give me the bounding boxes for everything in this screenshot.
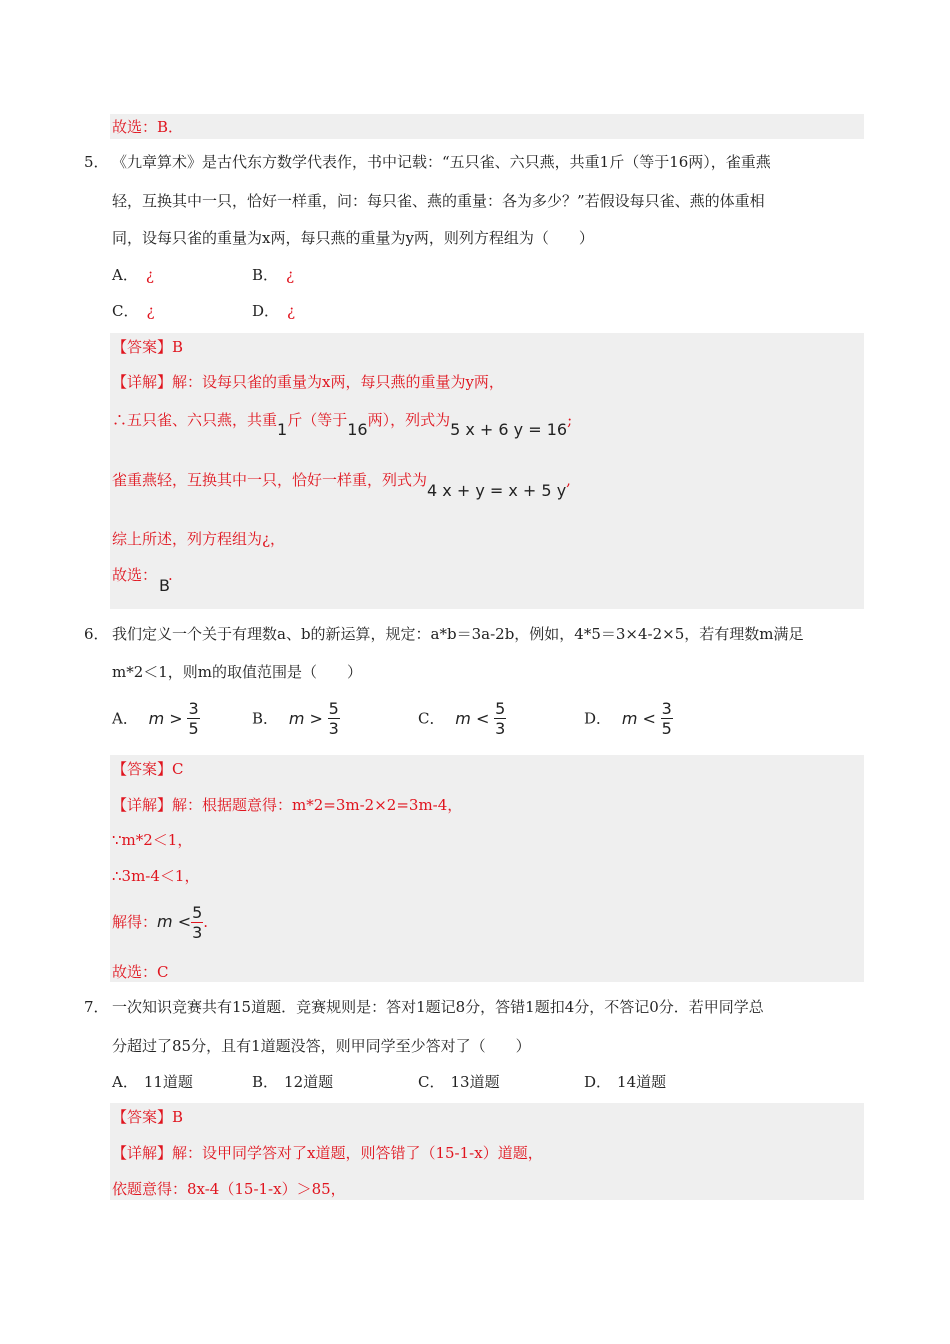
- q5-detail-line4: 综上所述，列方程组为¿，: [112, 530, 286, 548]
- q5-detail-line1: 【详解】解：设每只雀的重量为x两，每只燕的重量为y两，: [112, 373, 504, 391]
- q7-option-b: B． 12道题: [252, 1073, 334, 1091]
- q7-text-line1: 一次知识竞赛共有15道题．竞赛规则是：答对1题记8分，答错1题扣4分，不答记0分．若甲同学总: [112, 998, 764, 1016]
- q6-detail-line2: ∵m*2＜1，: [112, 831, 193, 849]
- q6-detail-line4: 解得：m < $\frac{5}{3}$ .: [112, 902, 209, 942]
- prev-answer-panel: [110, 114, 864, 139]
- q5-option-a: A． ¿: [112, 266, 154, 284]
- q6-text-line1: 我们定义一个关于有理数a、b的新运算，规定：a*b＝3a-2b，例如，4*5＝3×4-2×5，若有理数m满足: [112, 625, 804, 643]
- q6-answer-panel: [110, 755, 864, 982]
- q7-option-d: D． 14道题: [584, 1073, 667, 1091]
- q7-number: 7．: [84, 998, 109, 1016]
- q7-text-line2: 分超过了85分，且有1道题没答，则甲同学至少答对了（ ）: [112, 1037, 531, 1055]
- q5-detail-line3: 雀重燕轻，互换其中一只，恰好一样重，列式为4 x + y = x + 5 y,: [112, 471, 571, 500]
- prev-conclusion: 故选：B．: [112, 118, 184, 136]
- q5-detail-line2: ∴五只雀、六只燕，共重1斤（等于16两），列式为5 x + 6 y = 16;: [112, 411, 573, 439]
- q5-detail-line5: 故选：B.: [112, 566, 173, 595]
- q5-option-d: D． ¿: [252, 302, 296, 320]
- q6-answer: 【答案】C: [112, 760, 184, 778]
- q7-answer: 【答案】B: [112, 1108, 184, 1126]
- q7-option-a: A． 11道题: [112, 1073, 193, 1091]
- q6-option-b: B． m > $\frac{5}{3}$: [252, 699, 339, 738]
- q5-eq2: 4 x + y = x + 5 y: [427, 481, 567, 500]
- q5-answer: 【答案】B: [112, 338, 184, 356]
- q5-option-c: C． ¿: [112, 302, 155, 320]
- q6-option-c: C． m < $\frac{5}{3}$: [418, 699, 506, 738]
- q7-detail-line2: 依题意得：8x-4（15-1-x）＞85，: [112, 1180, 346, 1198]
- q5-text-line2: 轻，互换其中一只，恰好一样重，问：每只雀、燕的重量：各为多少？”若假设每只雀、燕的体重相: [112, 192, 765, 210]
- q7-option-c: C． 13道题: [418, 1073, 500, 1091]
- q5-number: 5．: [84, 153, 109, 171]
- q7-detail-line1: 【详解】解：设甲同学答对了x道题，则答错了（15-1-x）道题，: [112, 1144, 543, 1162]
- q6-option-a: A． m > $\frac{3}{5}$: [112, 699, 199, 738]
- q6-text-line2: m*2＜1，则m的取值范围是（ ）: [112, 663, 363, 681]
- q5-eq1: 5 x + 6 y = 16: [450, 420, 568, 439]
- q5-text-line3: 同，设每只雀的重量为x两，每只燕的重量为y两，则列方程组为（ ）: [112, 229, 594, 247]
- q6-detail-line5: 故选：C: [112, 963, 169, 981]
- q5-text-line1: 《九章算术》是古代东方数学代表作，书中记载：“五只雀、六只燕，共重1斤（等于16两），雀重燕: [112, 153, 771, 171]
- q6-detail-line3: ∴3m-4＜1，: [112, 867, 200, 885]
- q6-number: 6．: [84, 625, 109, 643]
- q6-detail-line1: 【详解】解：根据题意得：m*2=3m-2×2=3m-4，: [112, 796, 463, 814]
- q5-option-b: B． ¿: [252, 266, 295, 284]
- q6-option-d: D． m < $\frac{3}{5}$: [584, 699, 672, 738]
